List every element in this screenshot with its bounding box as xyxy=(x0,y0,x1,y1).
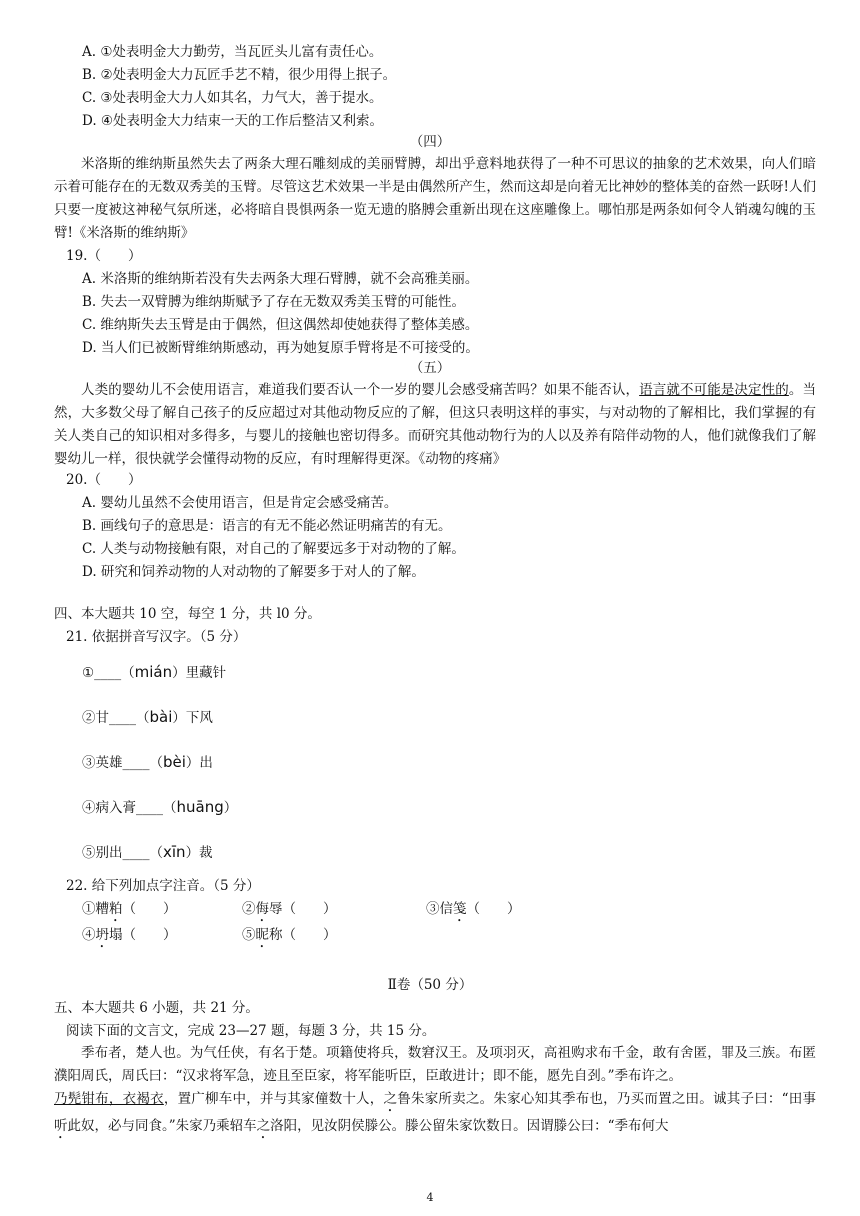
dotted-char: 笺 xyxy=(453,901,467,917)
pinyin: bèi xyxy=(163,753,186,771)
pinyin: xīn xyxy=(163,843,186,861)
passage-text: 鲁朱家所卖之。朱家心知其季布也，乃买而置之田。诚其子曰：“田事 xyxy=(397,1091,817,1107)
item-text: ）裁 xyxy=(185,845,213,861)
q22-item-3 xyxy=(426,899,521,925)
part-5-title: 五、本大题共 6 小题，共 21 分。 xyxy=(54,1000,259,1016)
reading-instruction: 阅读下面的文言文，完成 23—27 题，每题 3 分，共 15 分。 xyxy=(66,1023,436,1039)
dotted-char: 粕 xyxy=(109,901,123,917)
part-4-title: 四、本大题共 10 空，每空 1 分，共 l0 分。 xyxy=(54,606,321,622)
dotted-char: 之 xyxy=(383,1091,398,1107)
item-text: ④病入膏____（ xyxy=(82,800,177,816)
item-text: ③英雄____（ xyxy=(82,755,163,771)
item-text: ② xyxy=(242,901,256,917)
q22-item-2 xyxy=(242,899,337,925)
passage-text: ，置广柳车中，并与其家僮数十人， xyxy=(163,1091,384,1107)
item-text: ） xyxy=(223,800,238,816)
section-4-heading: （四） xyxy=(409,134,451,150)
q18-option-b: B. ②处表明金大力瓦匠手艺不精，很少用得上抿子。 xyxy=(82,67,397,83)
section-4-passage: 米洛斯的维纳斯虽然失去了两条大理石雕刻成的美丽臂膊，却出乎意料地获得了一种不可思议的抽象的艺术效果，向人们暗示着可能存在的无数双秀美的玉臂。尽管这艺术效果一半是由偶然所产生，然而这却是向着无比神妙的整体美的奋然一跃呀!人们只要一度被这神秘气氛所迷，必将暗自畏惧两条一览无遗的胳膊会重新出现在这座雕像上。哪怕那是两条如何令人销魂勾魄的玉臂!《米洛斯的维纳斯》 xyxy=(54,156,816,241)
item-text: 辱（ ） xyxy=(269,901,337,917)
classical-passage-1: 季布者，楚人也。为气任侠，有名于楚。项籍使将兵，数窘汉王。及项羽灭，高祖购求布千金，敢有舍匿，罪及三族。布匿濮阳周氏，周氏曰：“汉求将军急，迹且至臣家，将军能听臣，臣敢进计；即不能，愿先自刭。”季布许之。 xyxy=(54,1045,816,1084)
item-text: 塌（ ） xyxy=(109,927,177,943)
item-text: ④ xyxy=(82,927,96,943)
passage-text-2: 。当然，大多数父母了解自己孩子的反应超过对其他动物反应的了解，但这只表明这样的事实，与对动物的了解相比，我们掌握的有关人类自己的知识相对多得多，与婴儿的接触也密切得多。而研究其他动物行为的人以及养有陪伴动物的人，他们就像我们了解婴幼儿一样，很快就学会懂得动物的反应，有时理解得更深。《动物的疼痛》 xyxy=(54,382,817,467)
item-text: 称（ ） xyxy=(269,927,337,943)
item-text: ①糟 xyxy=(82,901,109,917)
item-text: ⑤别出____（ xyxy=(82,845,163,861)
q19-option-a: A. 米洛斯的维纳斯若没有失去两条大理石臂膊，就不会高雅美丽。 xyxy=(82,271,479,287)
volume-2-heading: Ⅱ卷（50 分） xyxy=(387,977,473,993)
item-text: ②甘____（ xyxy=(82,710,150,726)
q20-option-a: A. 婴幼儿虽然不会使用语言，但是肯定会感受痛苦。 xyxy=(82,495,398,511)
dotted-char: 听 xyxy=(54,1118,68,1134)
dotted-char: 之 xyxy=(256,1118,271,1134)
section-5-passage xyxy=(54,379,816,471)
passage-text: 洛阳，见汝阴侯滕公。滕公留朱家饮数日。因谓滕公曰：“季布何大 xyxy=(270,1118,669,1134)
underlined-sentence: 语言就不可能是决定性的 xyxy=(639,382,789,398)
q22-item-5 xyxy=(242,925,337,951)
item-text: ）下风 xyxy=(172,710,213,726)
underlined-sentence: 乃髡钳布，衣褐衣 xyxy=(54,1091,164,1107)
item-text: （ ） xyxy=(466,901,521,917)
q18-option-d: D. ④处表明金大力结束一天的工作后整洁又利索。 xyxy=(82,113,384,129)
dotted-char: 坍 xyxy=(95,927,109,943)
q19-option-d: D. 当人们已被断臂维纳斯感动，再为她复原手臂将是不可接受的。 xyxy=(82,340,479,356)
item-text: ⑤ xyxy=(242,927,256,943)
q21-item-1 xyxy=(82,662,226,683)
dotted-char: 侮 xyxy=(255,901,269,917)
section-5-heading: （五） xyxy=(409,360,451,376)
q18-option-a: A. ①处表明金大力勤劳，当瓦匠头儿富有责任心。 xyxy=(82,44,383,60)
item-text: ）里藏针 xyxy=(172,665,227,681)
q21-title: 21. 依据拼音写汉字。（5 分） xyxy=(66,629,247,645)
dotted-char: 昵 xyxy=(255,927,269,943)
item-text: ①____（ xyxy=(82,665,135,681)
q19-option-c: C. 维纳斯失去玉臂是由于偶然，但这偶然却使她获得了整体美感。 xyxy=(82,317,479,333)
page-number: 4 xyxy=(426,1191,434,1204)
q21-item-5 xyxy=(82,842,213,863)
q21-item-4 xyxy=(82,797,237,818)
pinyin: mián xyxy=(134,663,173,681)
q20-option-d: D. 研究和饲养动物的人对动物的了解要多于对人的了解。 xyxy=(82,564,425,580)
q22-item-1 xyxy=(82,899,177,925)
q19-option-b: B. 失去一双臂膊为维纳斯赋予了存在无数双秀美玉臂的可能性。 xyxy=(82,294,466,310)
q20-number: 20.（ ） xyxy=(66,472,142,488)
q18-option-c: C. ③处表明金大力人如其名，力气大，善于提水。 xyxy=(82,90,383,106)
classical-passage-2 xyxy=(54,1088,816,1142)
pinyin: huāng xyxy=(176,798,224,816)
q21-item-2 xyxy=(82,707,213,728)
q22-item-4 xyxy=(82,925,177,951)
item-text: ③信 xyxy=(426,901,453,917)
pinyin: bài xyxy=(149,708,173,726)
q19-number: 19.（ ） xyxy=(66,248,142,264)
q21-item-3 xyxy=(82,752,213,773)
item-text: （ ） xyxy=(122,901,177,917)
item-text: ）出 xyxy=(185,755,213,771)
q22-title: 22. 给下列加点字注音。（5 分） xyxy=(66,878,260,894)
passage-text-1: 人类的婴幼儿不会使用语言，难道我们要否认一个一岁的婴儿会感受痛苦吗？如果不能否认， xyxy=(81,382,640,398)
passage-text: 此奴，必与同食。”朱家乃乘轺车 xyxy=(67,1118,257,1134)
q20-option-c: C. 人类与动物接触有限，对自己的了解要远多于对动物的了解。 xyxy=(82,541,465,557)
q20-option-b: B. 画线句子的意思是：语言的有无不能必然证明痛苦的有无。 xyxy=(82,518,452,534)
